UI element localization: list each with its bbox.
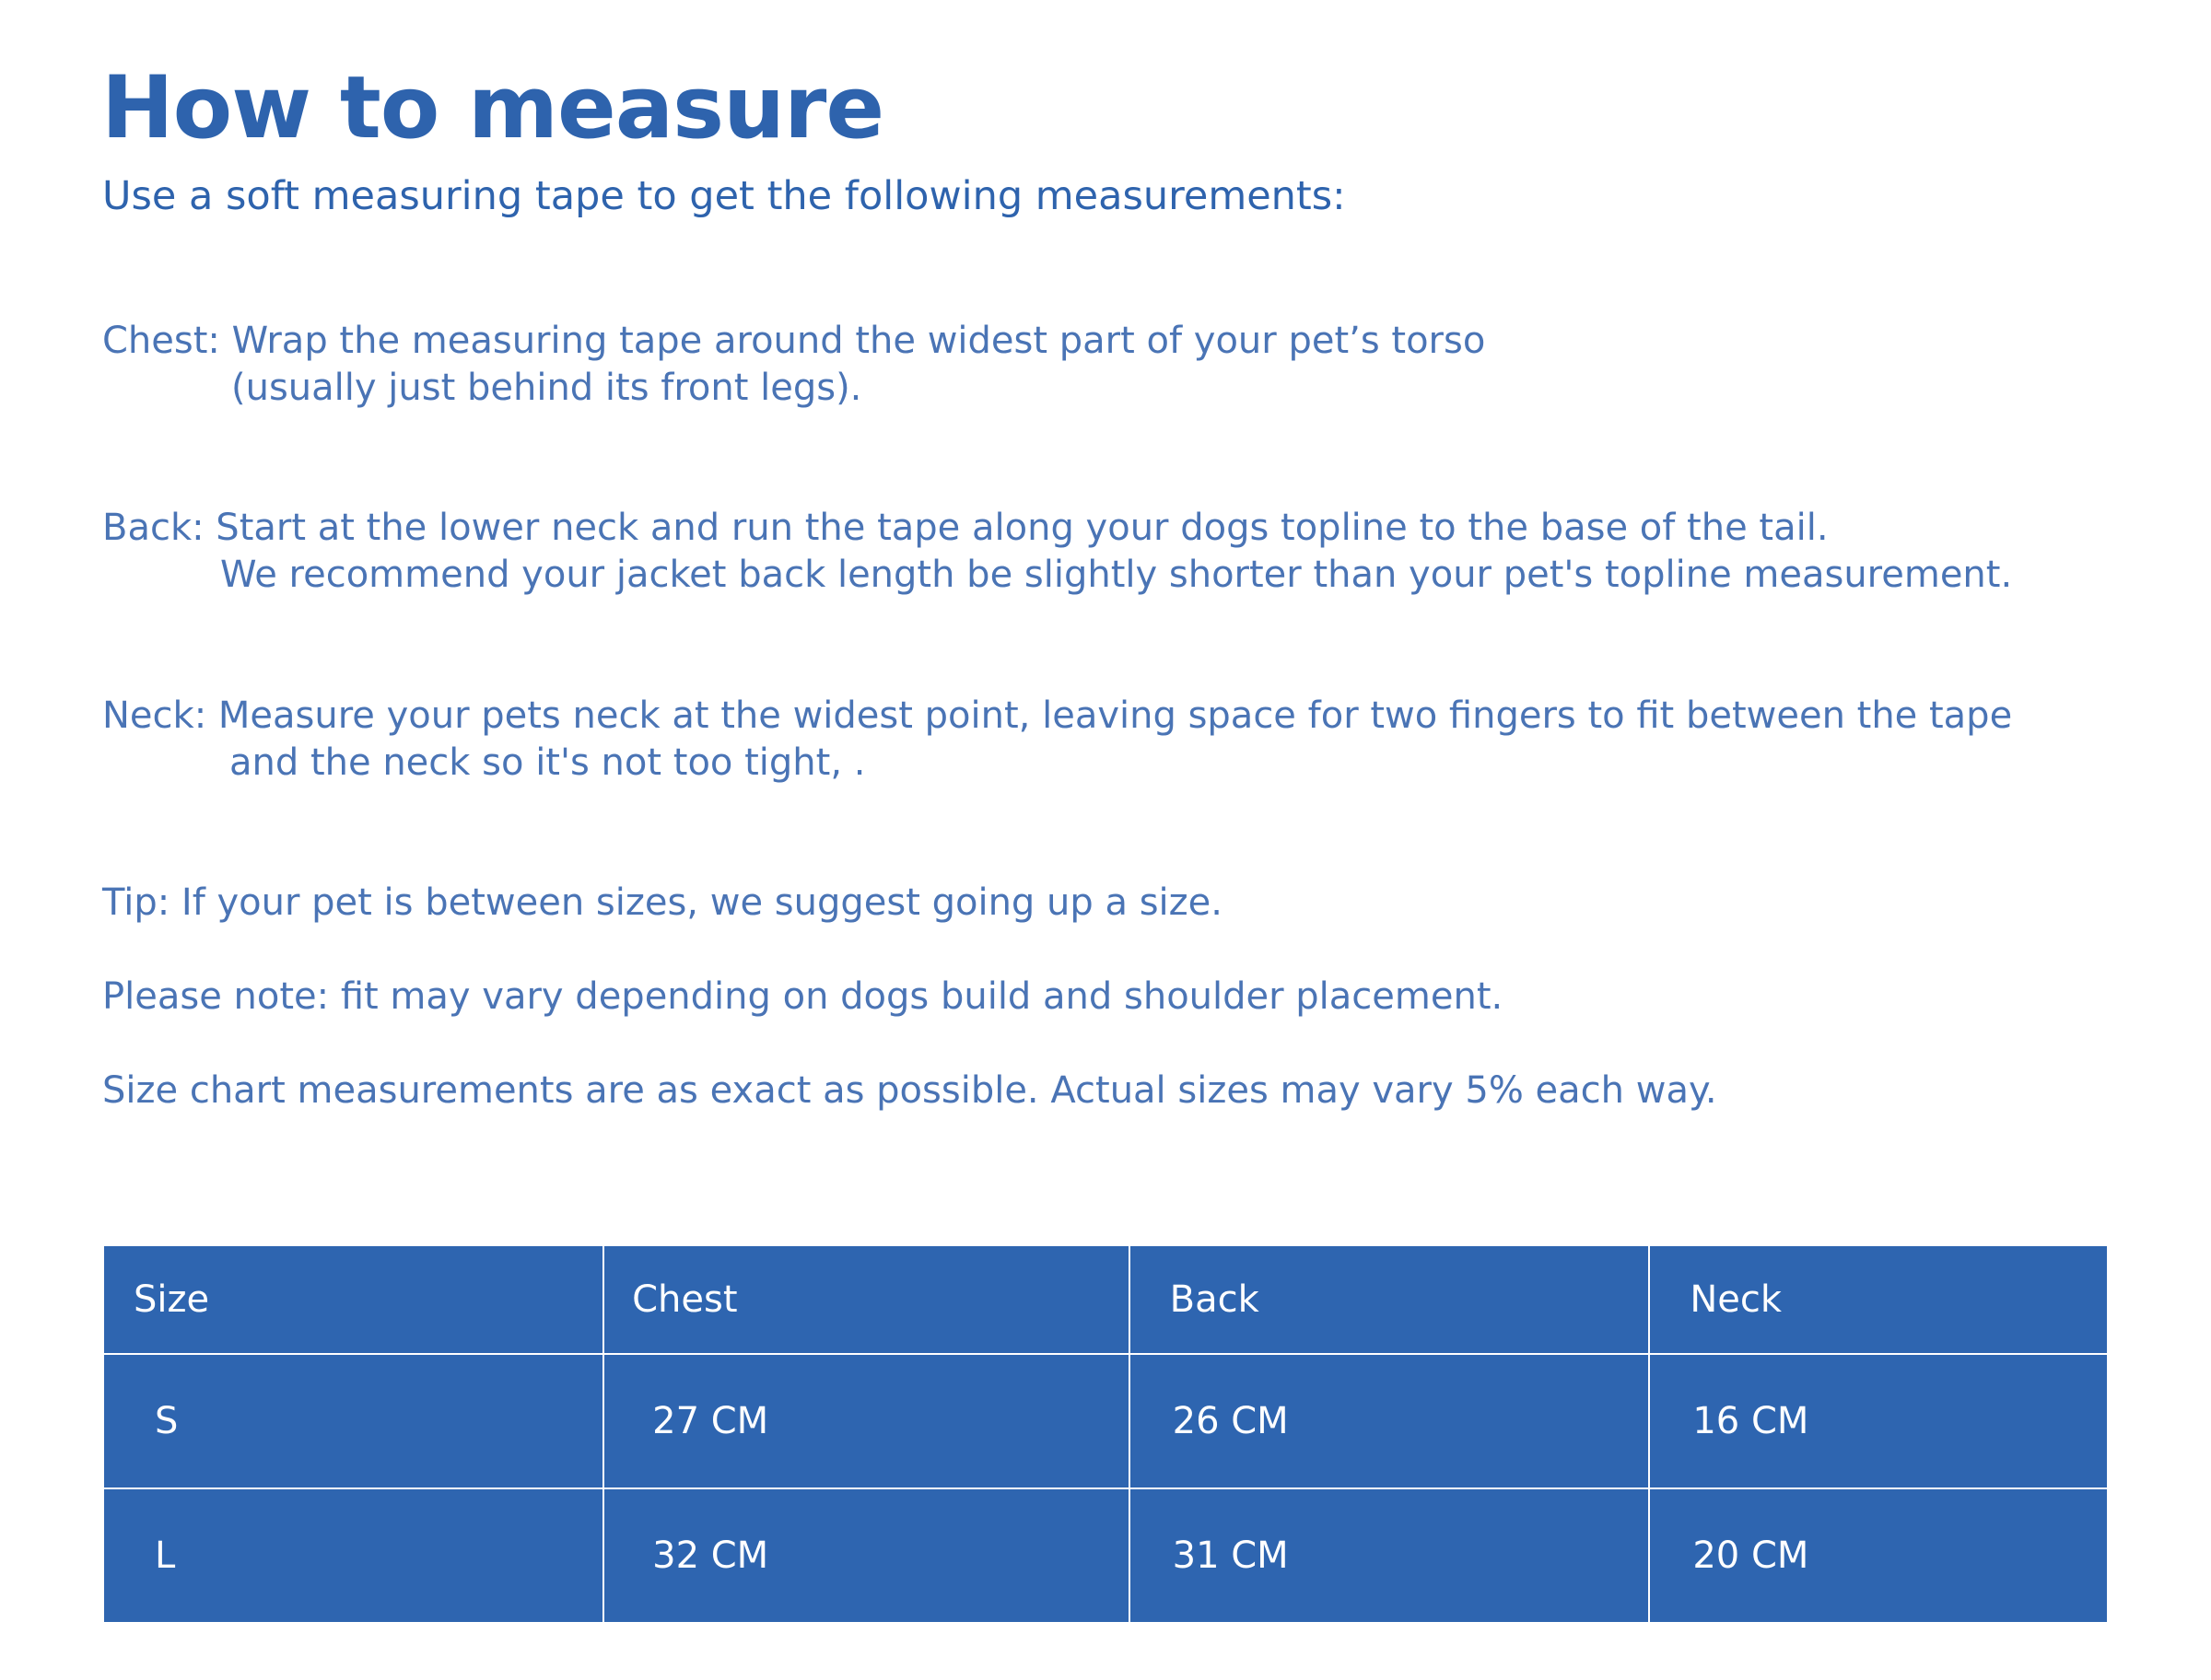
cell-back: 26 CM bbox=[1129, 1354, 1650, 1488]
cell-chest: 32 CM bbox=[603, 1488, 1129, 1623]
page-subtitle: Use a soft measuring tape to get the following measurements: bbox=[102, 173, 1346, 219]
header-neck: Neck bbox=[1649, 1245, 2108, 1354]
back-instruction-line1: Back: Start at the lower neck and run the tape along your dogs topline to the base of the tail. bbox=[102, 507, 1829, 549]
fit-note: Please note: fit may vary depending on dogs build and shoulder placement. bbox=[102, 975, 1503, 1018]
neck-instruction-line1: Neck: Measure your pets neck at the widest point, leaving space for two fingers to fit between the tape bbox=[102, 694, 2013, 737]
page-title: How to measure bbox=[101, 58, 884, 158]
cell-size: L bbox=[103, 1488, 603, 1623]
table-header-row bbox=[103, 1245, 2108, 1354]
back-instruction-line2: We recommend your jacket back length be slightly shorter than your pet's topline measurement. bbox=[220, 554, 2013, 596]
size-chart-table bbox=[102, 1244, 2109, 1624]
accuracy-note: Size chart measurements are as exact as possible. Actual sizes may vary 5% each way. bbox=[102, 1069, 1717, 1112]
header-chest: Chest bbox=[603, 1245, 1129, 1354]
tip-note: Tip: If your pet is between sizes, we suggest going up a size. bbox=[102, 881, 1222, 924]
header-size: Size bbox=[103, 1245, 603, 1354]
header-back: Back bbox=[1129, 1245, 1650, 1354]
chest-instruction-line2: (usually just behind its front legs). bbox=[231, 367, 862, 409]
chest-instruction bbox=[102, 318, 1485, 412]
cell-back: 31 CM bbox=[1129, 1488, 1650, 1623]
table-row bbox=[103, 1488, 2108, 1623]
cell-chest: 27 CM bbox=[603, 1354, 1129, 1488]
neck-instruction-line2: and the neck so it's not too tight, . bbox=[229, 741, 866, 784]
chest-instruction-line1: Chest: Wrap the measuring tape around the widest part of your pet’s torso bbox=[102, 320, 1486, 362]
back-instruction bbox=[102, 505, 2012, 599]
cell-size: S bbox=[103, 1354, 603, 1488]
cell-neck: 16 CM bbox=[1649, 1354, 2108, 1488]
neck-instruction bbox=[102, 693, 2012, 787]
cell-neck: 20 CM bbox=[1649, 1488, 2108, 1623]
table-row bbox=[103, 1354, 2108, 1488]
